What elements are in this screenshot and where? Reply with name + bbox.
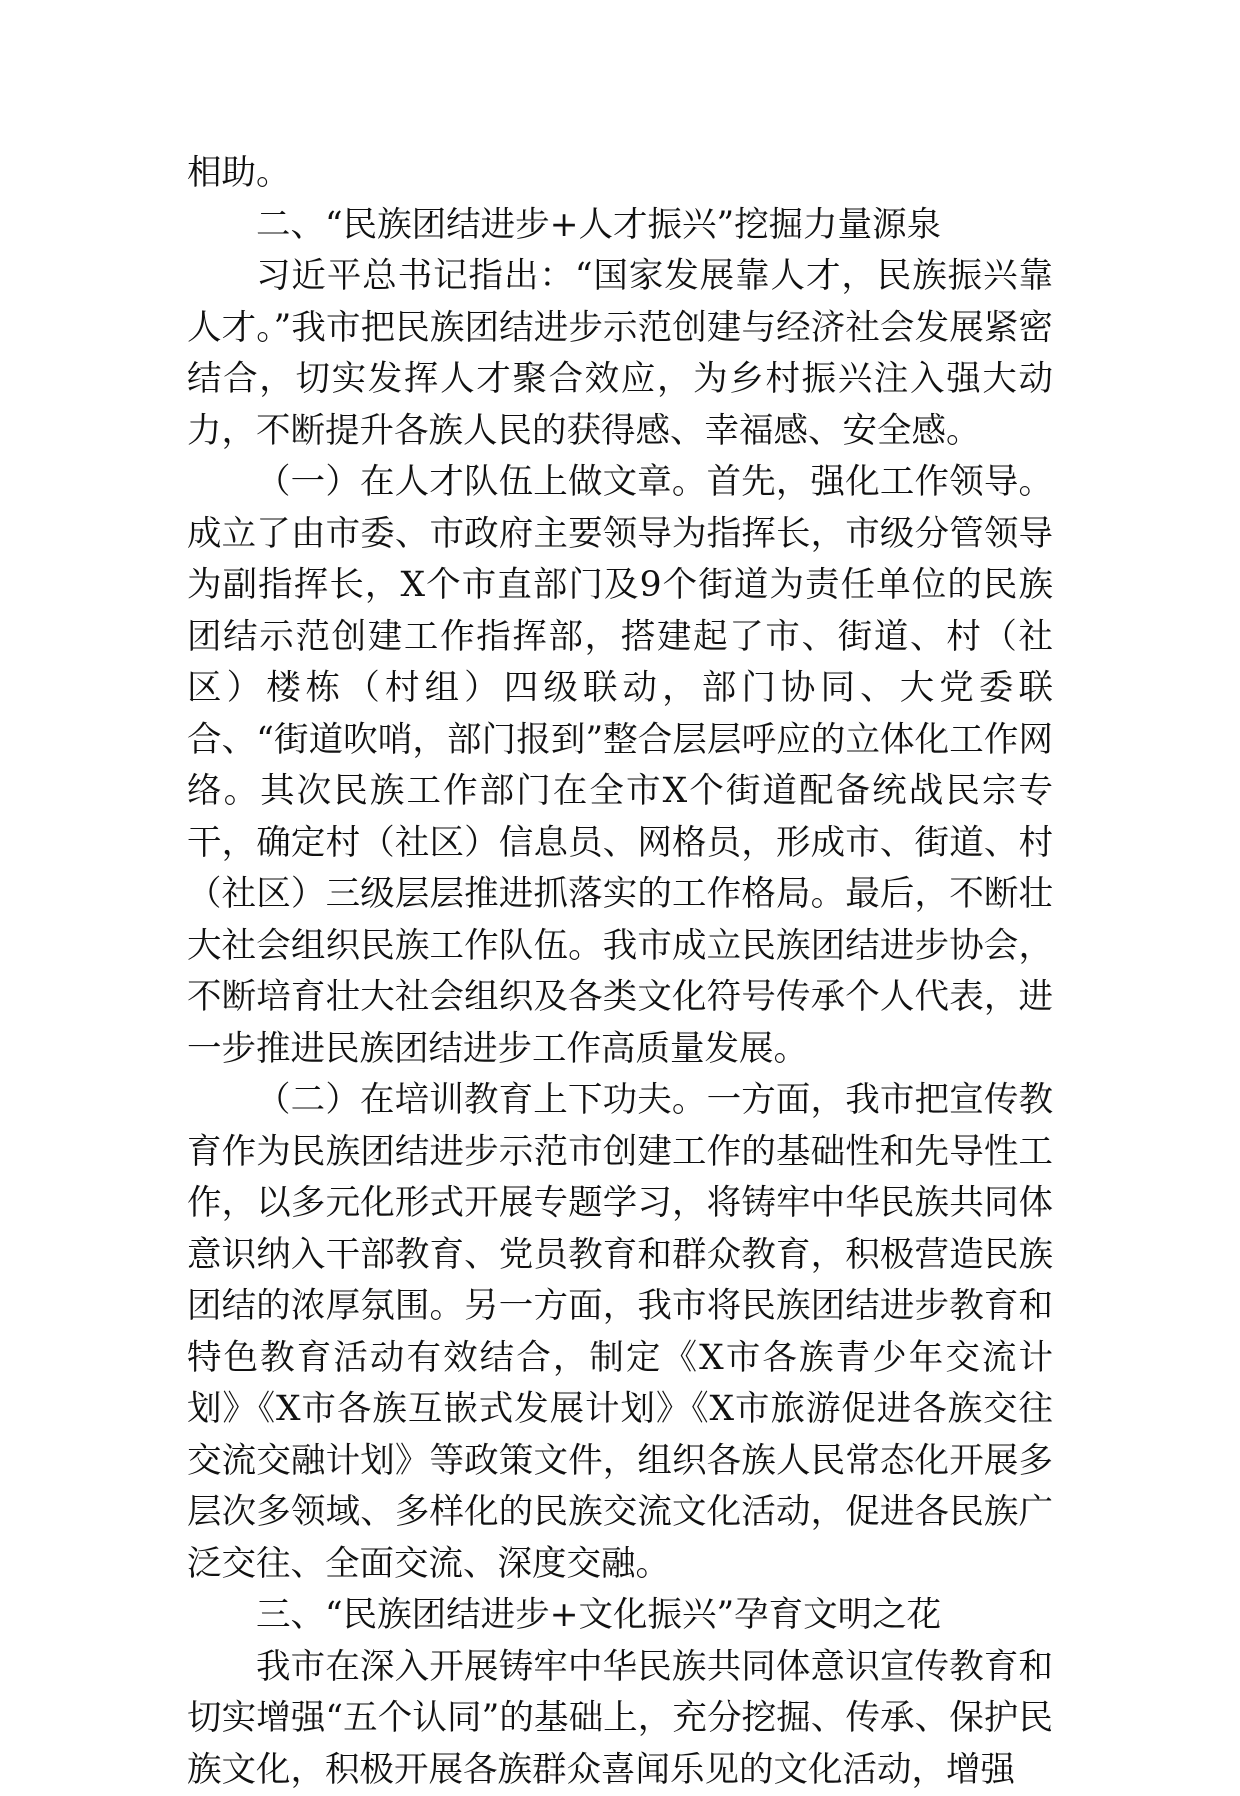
section-heading-two: 二、“民族团结进步+人才振兴”挖掘力量源泉 <box>187 200 1053 252</box>
paragraph-talent-team: （一）在人才队伍上做文章。首先，强化工作领导。成立了由市委、市政府主要领导为指挥长，市级分管领导为副指挥长，X个市直部门及9个街道为责任单位的民族团结示范创建工作指挥部，搭建起了市、街道、村（社区）楼栋（村组）四级联动，部门协同、大党委联合、“街道吹哨，部门报到”整合层层呼应的立体化工作网络。其次民族工作部门在全市X个街道配备统战民宗专干，确定村（社区）信息员、网格员，形成市、街道、村（社区）三级层层推进抓落实的工作格局。最后，不断壮大社会组织民族工作队伍。我市成立民族团结进步协会，不断培育壮大社会组织及各类文化符号传承个人代表，进一步推进民族团结进步工作高质量发展。 <box>187 457 1053 1075</box>
paragraph-culture-intro: 我市在深入开展铸牢中华民族共同体意识宣传教育和切实增强“五个认同”的基础上，充分挖掘、传承、保护民族文化，积极开展各族群众喜闻乐见的文化活动，增强 <box>187 1642 1053 1796</box>
paragraph-talent-intro: 习近平总书记指出：“国家发展靠人才，民族振兴靠人才。”我市把民族团结进步示范创建与经济社会发展紧密结合，切实发挥人才聚合效应，为乡村振兴注入强大动力，不断提升各族人民的获得感、幸福感、安全感。 <box>187 251 1053 457</box>
document-body <box>187 148 1053 1796</box>
section-heading-three: 三、“民族团结进步+文化振兴”孕育文明之花 <box>187 1590 1053 1642</box>
paragraph-training-education: （二）在培训教育上下功夫。一方面，我市把宣传教育作为民族团结进步示范市创建工作的基础性和先导性工作，以多元化形式开展专题学习，将铸牢中华民族共同体意识纳入干部教育、党员教育和群众教育，积极营造民族团结的浓厚氛围。另一方面，我市将民族团结进步教育和特色教育活动有效结合，制定《X市各族青少年交流计划》《X市各族互嵌式发展计划》《X市旅游促进各族交往交流交融计划》等政策文件，组织各族人民常态化开展多层次多领域、多样化的民族交流文化活动，促进各民族广泛交往、全面交流、深度交融。 <box>187 1075 1053 1590</box>
paragraph-continuation: 相助。 <box>187 148 1053 200</box>
